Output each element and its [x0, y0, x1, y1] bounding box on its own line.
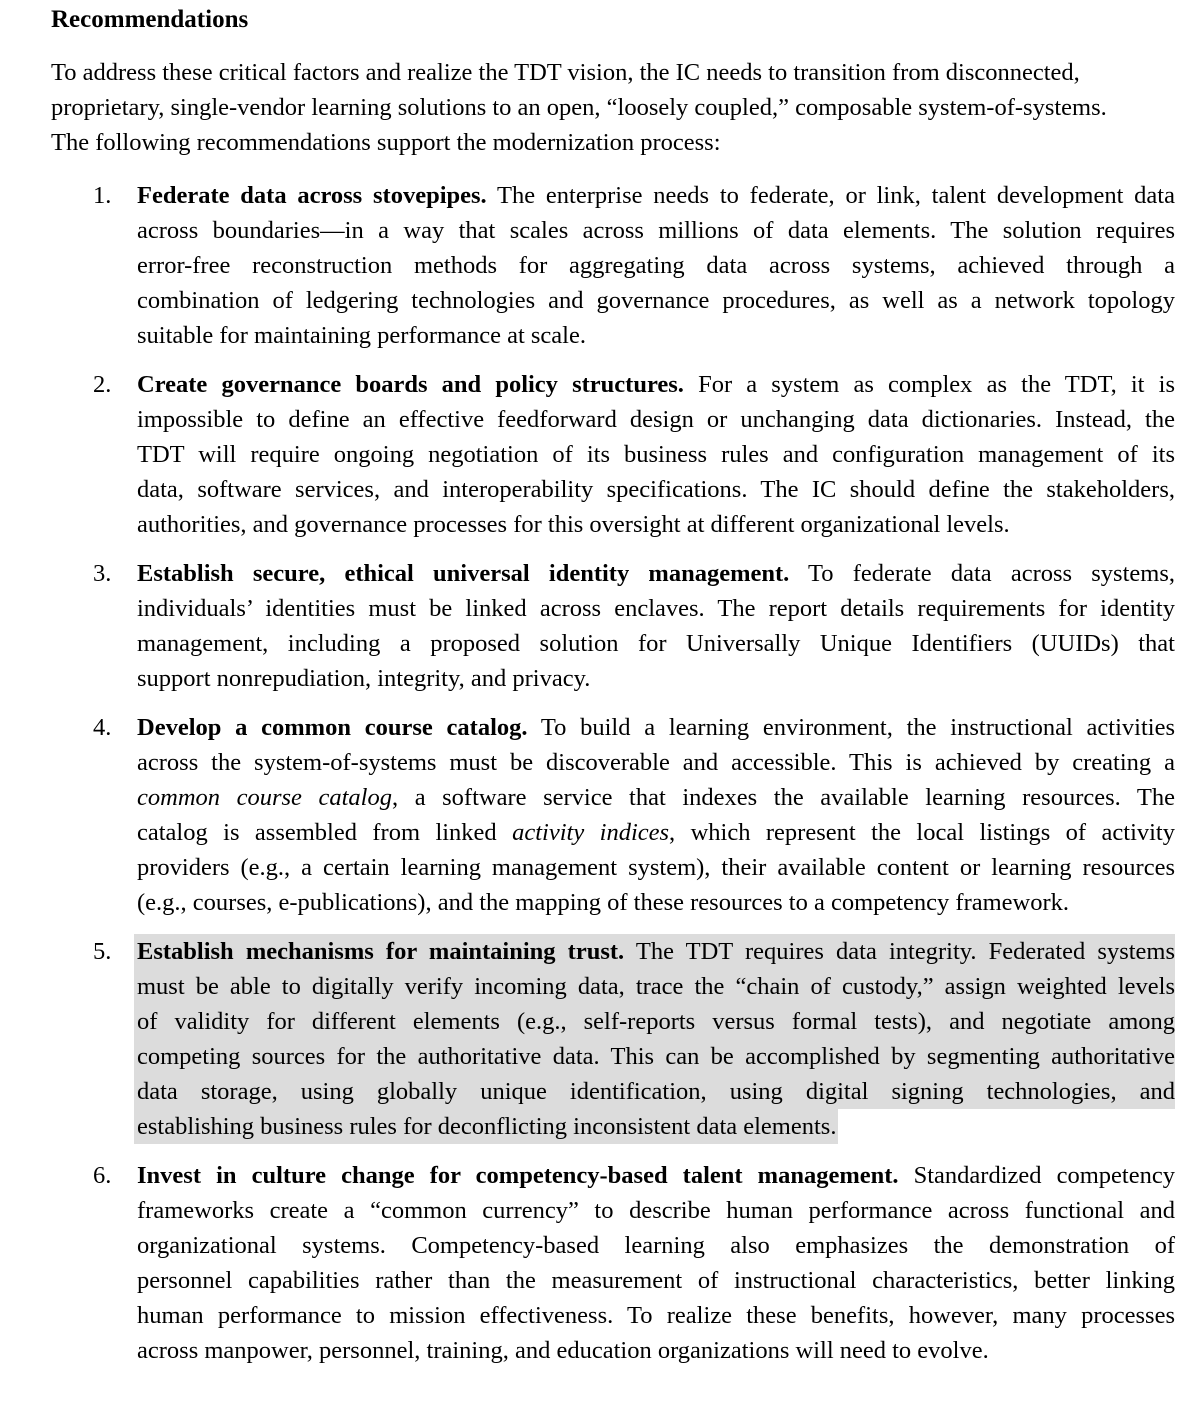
item-line — [137, 710, 1175, 745]
item-line: across the system-of-systems must be discoverable and accessible. This is achieved by creating a — [137, 749, 1175, 776]
item-title: Establish mechanisms for maintaining trust. — [137, 938, 625, 965]
item-line — [137, 780, 1175, 815]
item-line: suitable for maintaining performance at scale. — [137, 322, 586, 349]
item-text: catalog is assembled from linked — [137, 819, 513, 846]
intro-line: The following recommendations support the modernization process: — [51, 129, 721, 156]
intro-line: proprietary, single-vendor learning solutions to an open, “loosely coupled,” composable system-of-systems. — [51, 94, 1107, 121]
item-line: must be able to digitally verify incoming data, trace the “chain of custody,” assign weighted levels — [134, 969, 1175, 1004]
item-text: To build a learning environment, the instructional activities — [527, 714, 1175, 741]
recommendation-item — [51, 1158, 1175, 1368]
item-line: individuals’ identities must be linked across enclaves. The report details requirements for identity — [137, 595, 1175, 622]
item-text: For a system as complex as the TDT, it is — [683, 371, 1175, 398]
recommendations-list — [51, 178, 1175, 1368]
item-line — [137, 1158, 1175, 1193]
item-line: authorities, and governance processes for this oversight at different organizational levels. — [137, 511, 1010, 538]
item-text: Standardized competency — [898, 1162, 1175, 1189]
intro-paragraph — [51, 55, 1175, 160]
item-line: providers (e.g., a certain learning management system), their available content or learning resources — [137, 854, 1175, 881]
item-line: error-free reconstruction methods for aggregating data across systems, achieved through a — [137, 252, 1175, 279]
item-line: data storage, using globally unique identification, using digital signing technologies, and — [134, 1074, 1175, 1109]
item-line — [137, 367, 1175, 402]
item-text: The enterprise needs to federate, or link, talent development data — [486, 182, 1175, 209]
item-text: , which represent the local listings of activity — [669, 819, 1175, 846]
item-title: Establish secure, ethical universal identity management. — [137, 560, 790, 587]
item-line: personnel capabilities rather than the measurement of instructional characteristics, better linking — [137, 1267, 1175, 1294]
item-line: combination of ledgering technologies and governance procedures, as well as a network topology — [137, 287, 1175, 314]
item-number: 2. — [93, 371, 112, 398]
item-title: Federate data across stovepipes. — [137, 182, 487, 209]
recommendation-item — [51, 710, 1175, 920]
item-line: of validity for different elements (e.g., self-reports versus formal tests), and negotiate among — [134, 1004, 1175, 1039]
item-line — [137, 815, 1175, 850]
recommendation-item — [51, 178, 1175, 353]
item-number: 4. — [93, 714, 112, 741]
italic-term: activity indices — [512, 819, 670, 846]
item-number: 3. — [93, 560, 112, 587]
item-text: To federate data across systems, — [789, 560, 1175, 587]
item-line: across manpower, personnel, training, and education organizations will need to evolve. — [137, 1337, 989, 1364]
item-line: across boundaries—in a way that scales across millions of data elements. The solution requires — [137, 217, 1175, 244]
italic-term: common course catalog — [137, 784, 392, 811]
item-line: establishing business rules for deconflicting inconsistent data elements. — [134, 1109, 838, 1144]
item-line — [137, 556, 1175, 591]
item-text: , a software service that indexes the available learning resources. The — [391, 784, 1175, 811]
intro-line: To address these critical factors and realize the TDT vision, the IC needs to transition from disconnected, — [51, 59, 1080, 86]
section-heading: Recommendations — [51, 6, 249, 33]
document-page — [51, 0, 1175, 1368]
item-line — [137, 178, 1175, 213]
item-line: impossible to define an effective feedforward design or unchanging data dictionaries. Instead, the — [137, 406, 1175, 433]
item-title: Invest in culture change for competency-based talent management. — [137, 1162, 899, 1189]
recommendation-item — [51, 556, 1175, 696]
item-line: data, software services, and interoperability specifications. The IC should define the stakeholders, — [137, 476, 1175, 503]
item-number: 5. — [93, 938, 112, 965]
item-line: frameworks create a “common currency” to describe human performance across functional and — [137, 1197, 1175, 1224]
item-line: (e.g., courses, e-publications), and the mapping of these resources to a competency framework. — [137, 889, 1070, 916]
item-line: support nonrepudiation, integrity, and privacy. — [137, 665, 591, 692]
item-title: Develop a common course catalog. — [137, 714, 528, 741]
item-number: 6. — [93, 1162, 112, 1189]
item-line — [134, 934, 1175, 969]
item-title: Create governance boards and policy structures. — [137, 371, 684, 398]
item-line: competing sources for the authoritative data. This can be accomplished by segmenting authoritative — [134, 1039, 1175, 1074]
item-line: TDT will require ongoing negotiation of its business rules and configuration management of its — [137, 441, 1175, 468]
recommendation-item — [51, 367, 1175, 542]
item-number: 1. — [93, 182, 112, 209]
item-line: human performance to mission effectiveness. To realize these benefits, however, many processes — [137, 1302, 1175, 1329]
recommendation-item-highlighted — [51, 934, 1175, 1144]
item-line: management, including a proposed solution for Universally Unique Identifiers (UUIDs) that — [137, 630, 1175, 657]
item-text: The TDT requires data integrity. Federated systems — [624, 938, 1176, 965]
item-line: organizational systems. Competency-based learning also emphasizes the demonstration of — [137, 1232, 1175, 1259]
